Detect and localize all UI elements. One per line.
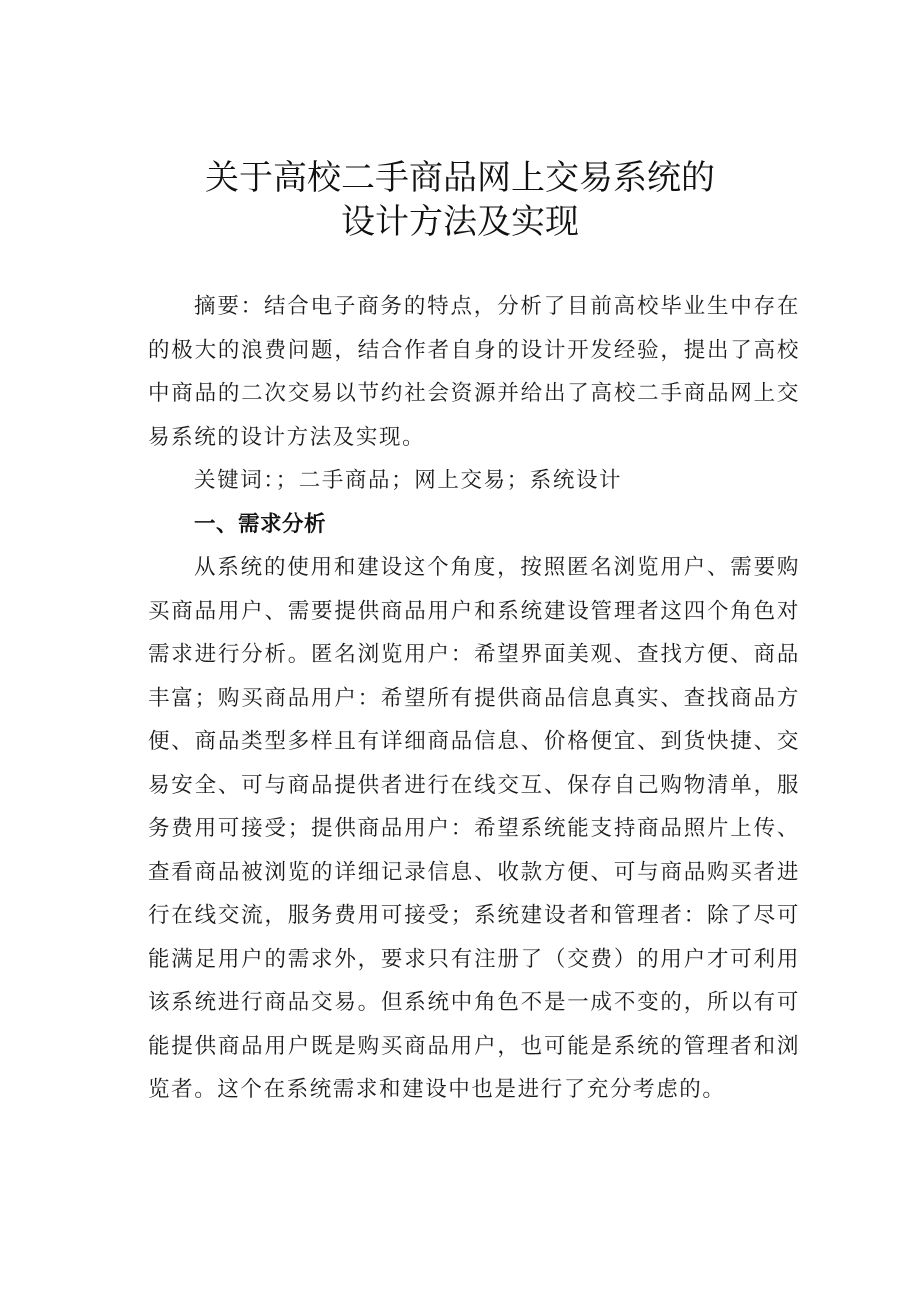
document-title-line-1: 关于高校二手商品网上交易系统的: [205, 158, 715, 198]
section-heading-requirements: 一、需求分析: [194, 511, 327, 537]
keywords-line: 关键词：；二手商品；网上交易；系统设计: [194, 468, 623, 493]
document-body: [148, 285, 800, 1112]
requirements-paragraph: 从系统的使用和建设这个角度，按照匿名浏览用户、需要购买商品用户、需要提供商品用户和系统建设管理者这四个角色对需求进行分析。匿名浏览用户：希望界面美观、查找方便、商品丰富；购买商品用户：希望所有提供商品信息真实、查找商品方便、商品类型多样且有详细商品信息、价格便宜、到货快捷、交易安全、可与商品提供者进行在线交互、保存自己购物清单，服务费用可接受；提供商品用户：希望系统能支持商品照片上传、查看商品被浏览的详细记录信息、收款方便、可与商品购买者进行在线交流，服务费用可接受；系统建设者和管理者：除了尽可能满足用户的需求外，要求只有注册了（交费）的用户才可利用该系统进行商品交易。但系统中角色不是一成不变的，所以有可能提供商品用户既是购买商品用户，也可能是系统的管理者和浏览者。这个在系统需求和建设中也是进行了充分考虑的。: [148, 555, 800, 1102]
document-title-line-2: 设计方法及实现: [341, 202, 579, 242]
abstract-paragraph: 摘要：结合电子商务的特点，分析了目前高校毕业生中存在的极大的浪费问题，结合作者自身的设计开发经验，提出了高校中商品的二次交易以节约社会资源并给出了高校二手商品网上交易系统的设计方法及实现。: [148, 294, 800, 450]
